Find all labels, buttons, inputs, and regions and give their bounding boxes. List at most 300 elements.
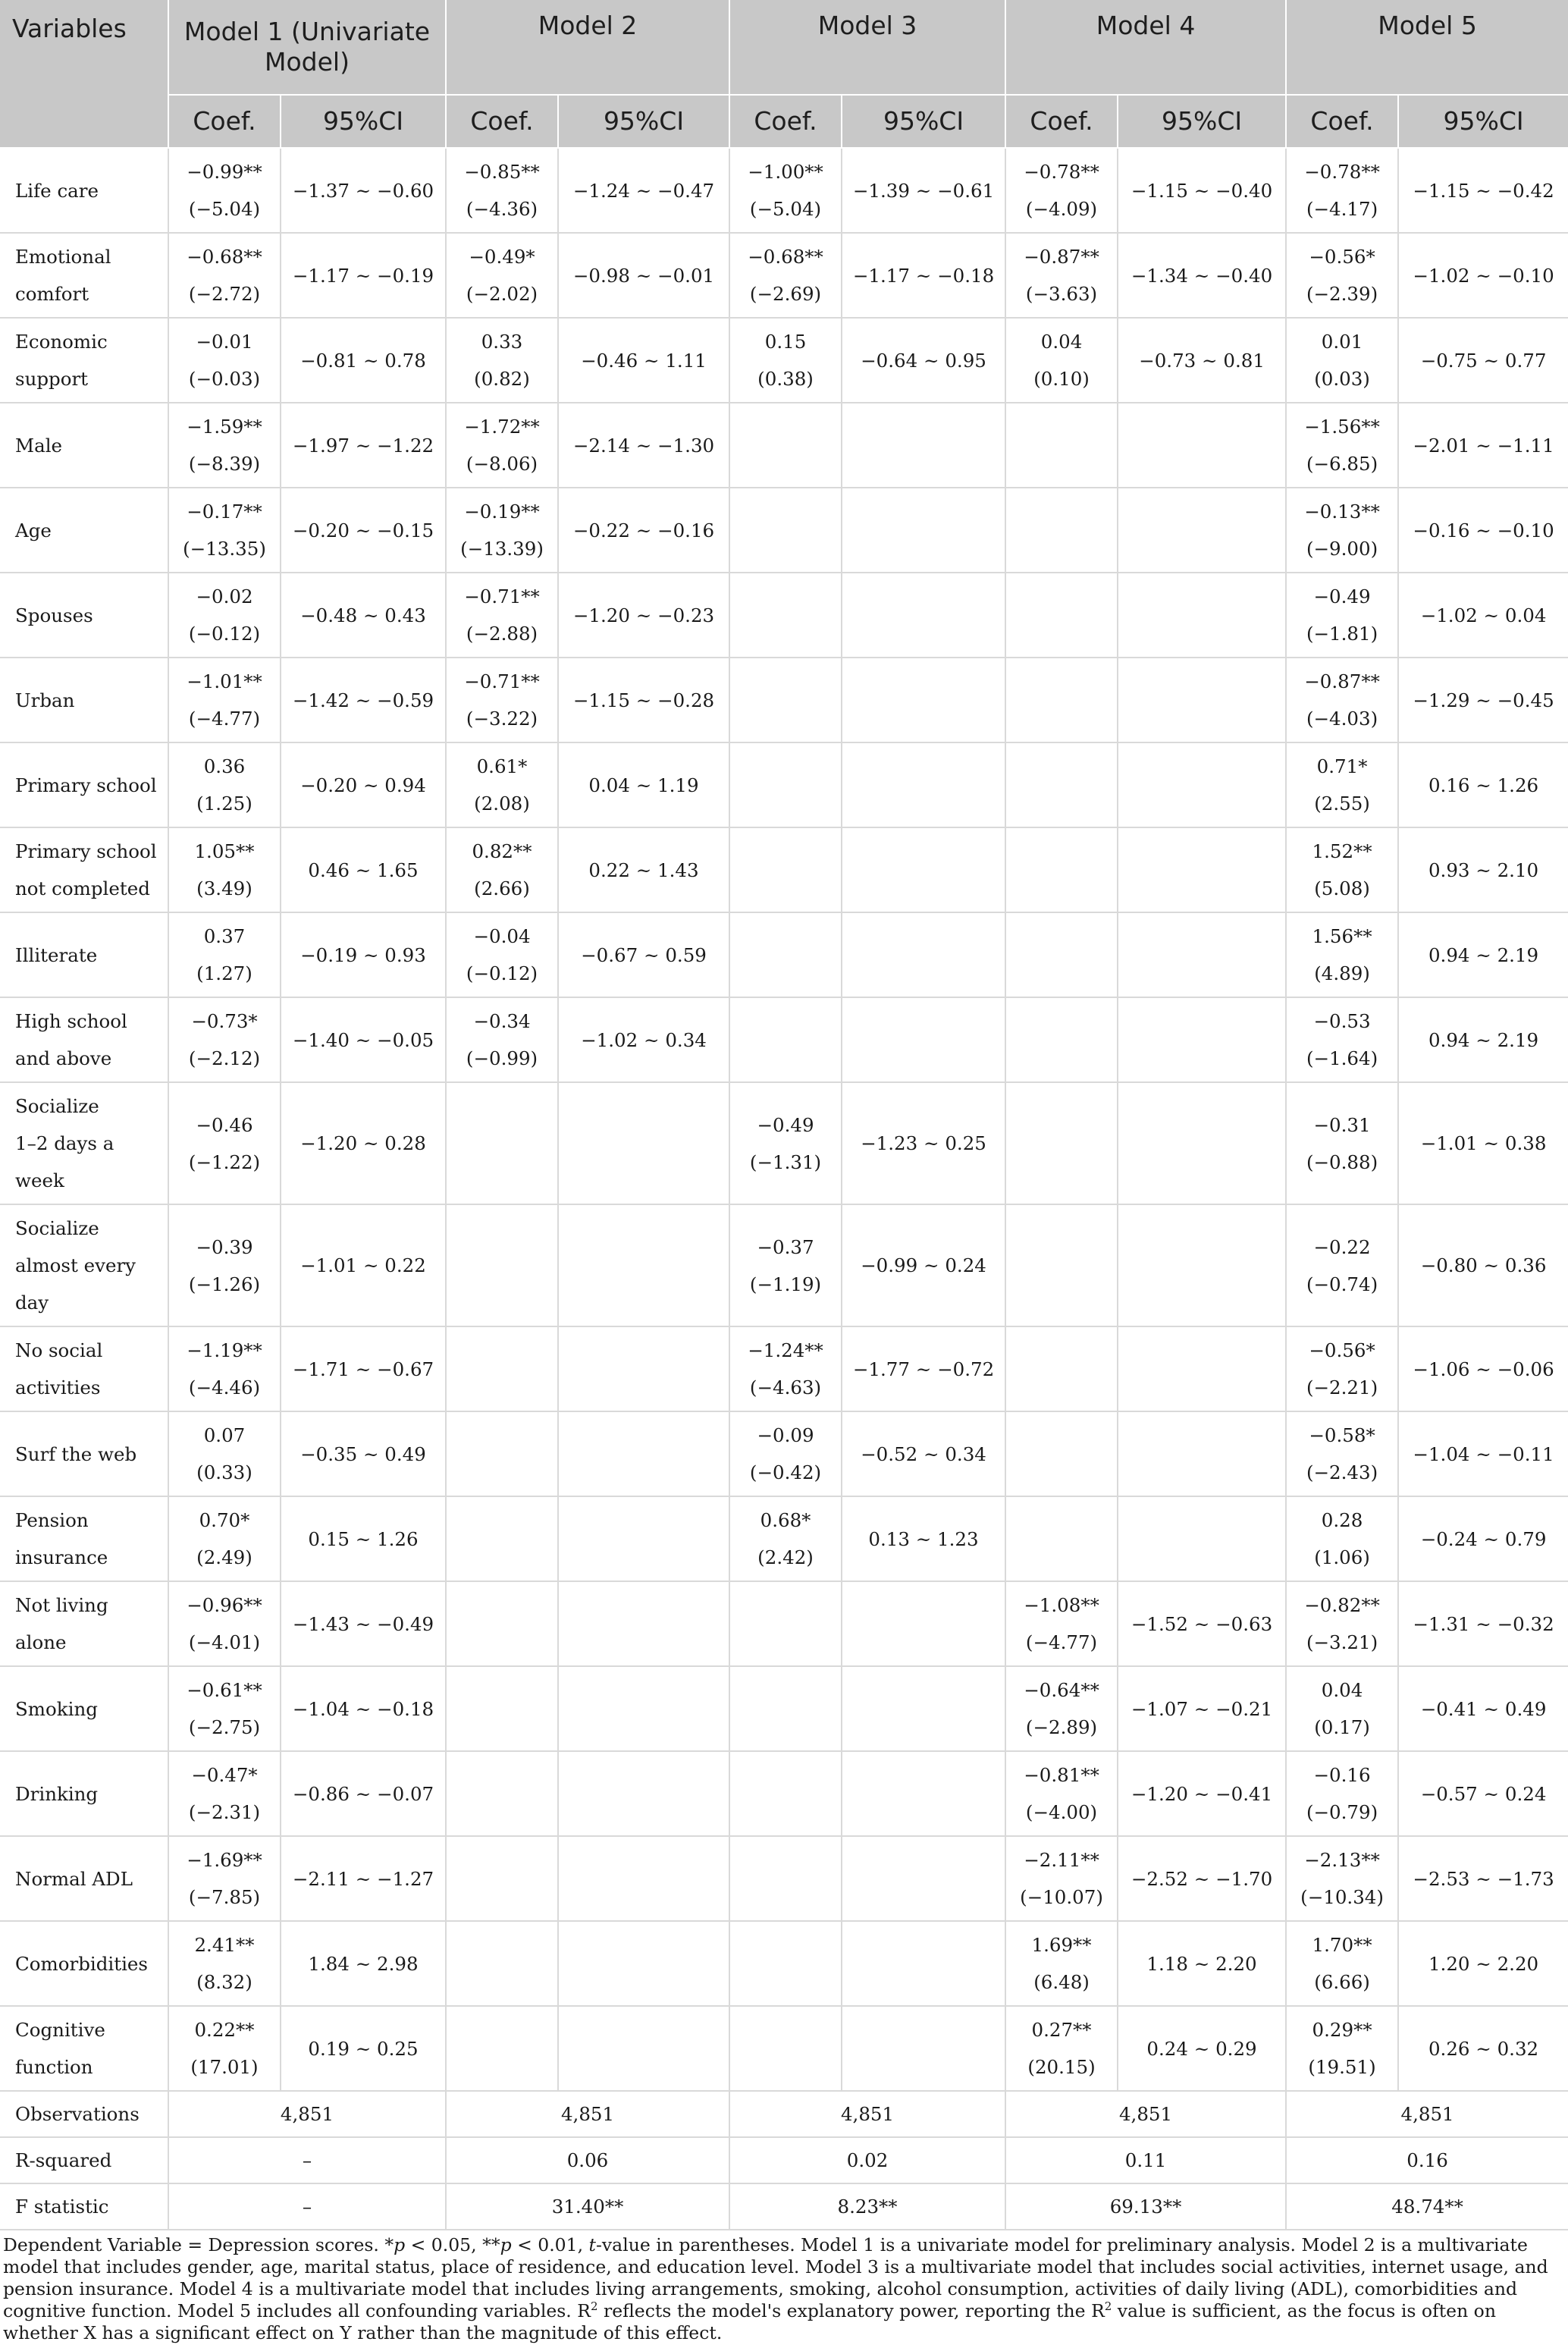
- ci-cell: [1118, 912, 1286, 997]
- t-value: (−0.03): [188, 368, 261, 390]
- table-row: [0, 912, 1568, 997]
- t-value: (6.66): [1314, 1971, 1370, 1993]
- ci-cell: −1.07 ~ −0.21: [1118, 1666, 1286, 1751]
- coef-cell: [1286, 488, 1398, 573]
- table-row: [0, 658, 1568, 742]
- variable-label-line: alone: [15, 1631, 67, 1653]
- t-value: (5.08): [1314, 877, 1370, 899]
- ci-cell: [842, 1751, 1005, 1836]
- variable-label: [0, 1411, 168, 1496]
- coef-cell: [729, 1496, 842, 1581]
- coef-value: 1.69**: [1031, 1934, 1092, 1956]
- coef-value: −0.01: [196, 331, 253, 353]
- coef-cell: [729, 997, 842, 1082]
- t-value: (−8.06): [466, 453, 538, 475]
- variable-label-line: Life care: [15, 179, 99, 202]
- t-value: (−4.01): [188, 1631, 261, 1653]
- variable-label: [0, 827, 168, 912]
- ci-cell: −1.24 ~ −0.47: [558, 148, 729, 233]
- variable-label-line: Surf the web: [15, 1442, 137, 1465]
- t-value: (−4.03): [1306, 708, 1378, 730]
- ci-cell: −1.52 ~ −0.63: [1118, 1581, 1286, 1666]
- ci-cell: −0.19 ~ 0.93: [281, 912, 446, 997]
- variable-label-line: Comorbidities: [15, 1952, 148, 1975]
- coef-cell: [168, 1411, 281, 1496]
- table-header: [0, 0, 1568, 148]
- ci-cell: −1.23 ~ 0.25: [842, 1082, 1005, 1204]
- coef-cell: [446, 233, 558, 318]
- t-value: (−13.39): [460, 538, 544, 560]
- ci-cell: −1.01 ~ 0.22: [281, 1204, 446, 1326]
- coef-value: −0.34: [473, 1010, 531, 1032]
- variable-label: [0, 742, 168, 827]
- coef-cell: [446, 1082, 558, 1204]
- summary-value: 8.23**: [729, 2183, 1005, 2230]
- ci-cell: [1118, 742, 1286, 827]
- coef-value: −1.19**: [187, 1339, 262, 1361]
- model-4-header: [1005, 0, 1286, 95]
- t-value: (−1.19): [749, 1273, 822, 1295]
- ci-cell: −0.16 ~ −0.10: [1398, 488, 1568, 573]
- t-value: (1.06): [1314, 1546, 1370, 1568]
- model-4-name: Model 4: [1096, 11, 1196, 40]
- ci-cell: 0.94 ~ 2.19: [1398, 912, 1568, 997]
- variable-label: [0, 1496, 168, 1581]
- ci-cell: 0.15 ~ 1.26: [281, 1496, 446, 1581]
- coef-value: −0.87**: [1024, 246, 1099, 268]
- coef-cell: [729, 912, 842, 997]
- variable-label: [0, 1326, 168, 1411]
- coef-value: −0.39: [196, 1235, 253, 1258]
- coef-value: 0.27**: [1031, 2019, 1092, 2041]
- variable-label-line: Economic: [15, 331, 108, 353]
- ci-cell: [1118, 1082, 1286, 1204]
- summary-value: 4,851: [1005, 2091, 1286, 2137]
- coef-cell: [1005, 1836, 1118, 1921]
- model-1-name: Model 1: [183, 17, 284, 46]
- t-value: (−4.77): [188, 708, 261, 730]
- ci-cell: −2.52 ~ −1.70: [1118, 1836, 1286, 1921]
- coef-cell: [446, 912, 558, 997]
- variable-label: [0, 403, 168, 488]
- coef-cell: [1005, 403, 1118, 488]
- coef-cell: [446, 148, 558, 233]
- variable-label-line: insurance: [15, 1546, 108, 1568]
- coef-cell: [729, 2006, 842, 2091]
- ci-cell: −0.75 ~ 0.77: [1398, 318, 1568, 403]
- ci-cell: [1118, 1411, 1286, 1496]
- coef-cell: [729, 1411, 842, 1496]
- summary-value: –: [168, 2183, 446, 2230]
- coef-value: −0.64**: [1024, 1679, 1099, 1701]
- t-value: (−5.04): [749, 198, 822, 220]
- ci-cell: −1.02 ~ 0.04: [1398, 573, 1568, 658]
- variable-label: [0, 2006, 168, 2091]
- coef-cell: [1286, 1496, 1398, 1581]
- table-row: [0, 1326, 1568, 1411]
- ci-cell: −1.06 ~ −0.06: [1398, 1326, 1568, 1411]
- footnote-line: variables. $R^2$ reflects the model's explanatory power, reporting the $R^2$ value is sufficient, as the focus is often on whether X has a significant effect on Y rather than the magnitude of this effect.: [3, 2299, 1496, 2343]
- coef-value: −1.69**: [187, 1849, 262, 1871]
- coef-value: −0.73*: [191, 1010, 258, 1032]
- table-row: [0, 1921, 1568, 2006]
- ci-cell: 0.46 ~ 1.65: [281, 827, 446, 912]
- t-value: (6.48): [1033, 1971, 1090, 1993]
- variable-label: [0, 997, 168, 1082]
- coef-cell: [446, 1666, 558, 1751]
- summary-value: 69.13**: [1005, 2183, 1286, 2230]
- coef-value: −0.68**: [187, 246, 262, 268]
- coef-cell: [168, 1666, 281, 1751]
- t-value: (0.03): [1314, 368, 1370, 390]
- ci-cell: −0.20 ~ −0.15: [281, 488, 446, 573]
- coef-cell: [1286, 2006, 1398, 2091]
- coef-cell: [1005, 2006, 1118, 2091]
- coef-value: −1.01**: [187, 670, 262, 692]
- variable-label-line: Spouses: [15, 604, 93, 626]
- coef-cell: [1005, 827, 1118, 912]
- ci-cell: 0.94 ~ 2.19: [1398, 997, 1568, 1082]
- coef-value: −0.53: [1313, 1010, 1371, 1032]
- ci-cell: −1.20 ~ 0.28: [281, 1082, 446, 1204]
- coef-cell: [1005, 1666, 1118, 1751]
- ci-cell: 1.84 ~ 2.98: [281, 1921, 446, 2006]
- summary-value: 0.16: [1286, 2137, 1568, 2183]
- table-body: [0, 148, 1568, 2230]
- coef-cell: [168, 403, 281, 488]
- ci-cell: 0.04 ~ 1.19: [558, 742, 729, 827]
- ci-header: 95%CI: [1398, 95, 1568, 148]
- coef-cell: [1286, 403, 1398, 488]
- summary-value: 48.74**: [1286, 2183, 1568, 2230]
- footnote-line: gender, age, marital status, place of residence, and education level. Model 3 is a multivariate model that includes social activities, internet usage, and pension insurance. Model 4 is a: [3, 2256, 1548, 2299]
- ci-header: 95%CI: [558, 95, 729, 148]
- t-value: (−10.34): [1300, 1886, 1384, 1908]
- coef-cell: [446, 1326, 558, 1411]
- table-row: [0, 997, 1568, 1082]
- summary-value: 0.06: [446, 2137, 729, 2183]
- ci-cell: −1.31 ~ −0.32: [1398, 1581, 1568, 1666]
- coef-cell: [1286, 912, 1398, 997]
- coef-cell: [1286, 233, 1398, 318]
- ci-cell: 0.22 ~ 1.43: [558, 827, 729, 912]
- coef-value: 0.68*: [760, 1509, 811, 1531]
- ci-cell: [1118, 488, 1286, 573]
- table-row: [0, 1666, 1568, 1751]
- coef-value: −0.87**: [1304, 670, 1380, 692]
- ci-cell: −1.02 ~ −0.10: [1398, 233, 1568, 318]
- coef-value: −0.37: [757, 1235, 814, 1258]
- ci-cell: 1.20 ~ 2.20: [1398, 1921, 1568, 2006]
- coef-cell: [729, 148, 842, 233]
- variable-label-line: Not living: [15, 1594, 108, 1616]
- ci-cell: −2.01 ~ −1.11: [1398, 403, 1568, 488]
- variable-label-line: comfort: [15, 283, 89, 305]
- footnote-line: Dependent Variable = Depression scores. *p < 0.05, **p < 0.01, t-value in parentheses. Model 1 is a univariate model for preliminary analysis. Model 2 is a multivariate model that includes: [3, 2234, 1528, 2277]
- coef-value: −0.68**: [748, 246, 823, 268]
- variable-label: [0, 1204, 168, 1326]
- variables-header: Variables: [0, 0, 168, 148]
- coef-cell: [1005, 1921, 1118, 2006]
- ci-cell: [558, 2006, 729, 2091]
- t-value: (1.27): [196, 962, 252, 984]
- ci-cell: −2.53 ~ −1.73: [1398, 1836, 1568, 1921]
- table-row: [0, 573, 1568, 658]
- coef-value: −0.17**: [187, 501, 262, 523]
- ci-cell: [558, 1921, 729, 2006]
- variable-label-line: day: [15, 1292, 49, 1314]
- ci-cell: [1118, 1204, 1286, 1326]
- coef-cell: [1005, 1751, 1118, 1836]
- coef-cell: [729, 1666, 842, 1751]
- variable-label-line: Emotional: [15, 246, 111, 268]
- coef-value: −0.71**: [464, 585, 540, 607]
- ci-cell: −0.24 ~ 0.79: [1398, 1496, 1568, 1581]
- coef-cell: [1005, 1581, 1118, 1666]
- variable-label: [0, 573, 168, 658]
- ci-cell: −1.17 ~ −0.19: [281, 233, 446, 318]
- coef-cell: [168, 742, 281, 827]
- t-value: (0.38): [757, 368, 814, 390]
- t-value: (3.49): [196, 877, 252, 899]
- coef-cell: [1005, 997, 1118, 1082]
- variable-label-line: Primary school: [15, 840, 157, 862]
- coef-cell: [446, 1204, 558, 1326]
- coef-cell: [168, 1082, 281, 1204]
- ci-cell: [1118, 1496, 1286, 1581]
- coef-value: −0.81**: [1024, 1764, 1099, 1786]
- coef-cell: [1286, 1836, 1398, 1921]
- variable-label-line: Drinking: [15, 1782, 99, 1805]
- t-value: (−4.17): [1306, 198, 1378, 220]
- coef-value: −0.46: [196, 1113, 253, 1136]
- coef-value: −0.82**: [1304, 1594, 1380, 1616]
- coef-value: 0.04: [1321, 1679, 1363, 1701]
- coef-cell: [1286, 1921, 1398, 2006]
- t-value: (−0.99): [466, 1047, 538, 1069]
- coef-value: 0.61*: [476, 755, 528, 777]
- ci-cell: [842, 827, 1005, 912]
- t-value: (−2.12): [188, 1047, 261, 1069]
- summary-value: –: [168, 2137, 446, 2183]
- coef-cell: [1005, 658, 1118, 742]
- coef-header: Coef.: [1005, 95, 1118, 148]
- model-1-header: [168, 0, 446, 95]
- table-row: [0, 1581, 1568, 1666]
- coef-value: 1.70**: [1312, 1934, 1372, 1956]
- ci-cell: −1.01 ~ 0.38: [1398, 1082, 1568, 1204]
- t-value: (−4.46): [188, 1376, 261, 1398]
- ci-cell: −0.35 ~ 0.49: [281, 1411, 446, 1496]
- coef-cell: [446, 997, 558, 1082]
- ci-cell: −1.04 ~ −0.11: [1398, 1411, 1568, 1496]
- table-row: [0, 827, 1568, 912]
- coef-value: −0.31: [1313, 1113, 1371, 1136]
- ci-cell: [558, 1836, 729, 1921]
- coef-cell: [446, 573, 558, 658]
- coef-value: 0.82**: [472, 840, 532, 862]
- ci-cell: [842, 2006, 1005, 2091]
- coef-value: −0.02: [196, 585, 253, 607]
- ci-cell: −0.20 ~ 0.94: [281, 742, 446, 827]
- coef-value: −0.22: [1313, 1235, 1371, 1258]
- coef-cell: [1005, 912, 1118, 997]
- coef-cell: [729, 1581, 842, 1666]
- variable-label-line: Urban: [15, 689, 75, 711]
- variable-label-line: Male: [15, 434, 63, 457]
- table-row: [0, 1496, 1568, 1581]
- t-value: (19.51): [1308, 2056, 1376, 2078]
- coef-cell: [168, 488, 281, 573]
- table-row: [0, 2006, 1568, 2091]
- coef-value: −0.56*: [1309, 246, 1375, 268]
- ci-header: 95%CI: [281, 95, 446, 148]
- coef-value: −0.56*: [1309, 1339, 1375, 1361]
- coef-cell: [168, 318, 281, 403]
- variable-label-line: almost every: [15, 1254, 136, 1276]
- coef-cell: [1286, 1204, 1398, 1326]
- coef-value: 1.52**: [1312, 840, 1372, 862]
- coef-cell: [1005, 1082, 1118, 1204]
- coef-cell: [1005, 1411, 1118, 1496]
- variable-label: [0, 658, 168, 742]
- summary-value: 31.40**: [446, 2183, 729, 2230]
- coef-cell: [446, 2006, 558, 2091]
- coef-value: 0.07: [203, 1424, 246, 1446]
- coef-cell: [168, 997, 281, 1082]
- ci-cell: −1.15 ~ −0.28: [558, 658, 729, 742]
- coef-cell: [1005, 488, 1118, 573]
- ci-cell: 0.13 ~ 1.23: [842, 1496, 1005, 1581]
- coef-cell: [168, 1836, 281, 1921]
- t-value: (−4.77): [1025, 1631, 1098, 1653]
- ci-header: 95%CI: [842, 95, 1005, 148]
- variable-label-line: Socialize: [15, 1095, 99, 1117]
- coef-cell: [1005, 233, 1118, 318]
- table-row: [0, 1836, 1568, 1921]
- t-value: (−0.42): [749, 1461, 822, 1483]
- t-value: (2.08): [474, 793, 530, 815]
- ci-cell: −0.80 ~ 0.36: [1398, 1204, 1568, 1326]
- coef-cell: [168, 148, 281, 233]
- ci-cell: −0.22 ~ −0.16: [558, 488, 729, 573]
- t-value: (−9.00): [1306, 538, 1378, 560]
- coef-cell: [168, 912, 281, 997]
- coef-cell: [1005, 742, 1118, 827]
- coef-cell: [168, 1204, 281, 1326]
- t-value: (−0.12): [466, 962, 538, 984]
- t-value: (20.15): [1027, 2056, 1096, 2078]
- summary-value: 0.02: [729, 2137, 1005, 2183]
- t-value: (4.89): [1314, 962, 1370, 984]
- variable-label: [0, 1082, 168, 1204]
- variable-label-line: week: [15, 1169, 64, 1191]
- t-value: (−2.69): [749, 283, 822, 305]
- coef-value: 0.36: [203, 755, 246, 777]
- t-value: (2.49): [196, 1546, 252, 1568]
- coef-value: 0.04: [1040, 331, 1083, 353]
- variable-label: [0, 148, 168, 233]
- coef-value: −0.19**: [464, 501, 540, 523]
- coef-cell: [446, 488, 558, 573]
- ci-cell: [842, 488, 1005, 573]
- t-value: (−0.88): [1306, 1150, 1378, 1173]
- t-value: (−2.02): [466, 283, 538, 305]
- coef-cell: [729, 573, 842, 658]
- coef-cell: [446, 658, 558, 742]
- coef-cell: [1286, 1581, 1398, 1666]
- variable-label-line: and above: [15, 1047, 112, 1069]
- variable-label: [0, 1666, 168, 1751]
- model-3-header: [729, 0, 1005, 95]
- coef-cell: [1286, 318, 1398, 403]
- variable-label: [0, 1921, 168, 2006]
- coef-cell: [729, 658, 842, 742]
- variable-label: [0, 488, 168, 573]
- coef-value: 0.29**: [1312, 2019, 1372, 2041]
- coef-value: −0.47*: [191, 1764, 258, 1786]
- ci-cell: [1118, 573, 1286, 658]
- ci-cell: [558, 1496, 729, 1581]
- t-value: (−1.26): [188, 1273, 261, 1295]
- coef-value: −0.71**: [464, 670, 540, 692]
- coef-cell: [729, 1921, 842, 2006]
- coef-header: Coef.: [168, 95, 281, 148]
- ci-cell: 0.24 ~ 0.29: [1118, 2006, 1286, 2091]
- coef-value: −1.24**: [748, 1339, 823, 1361]
- ci-cell: [842, 997, 1005, 1082]
- coef-value: −1.72**: [464, 416, 540, 438]
- summary-row: [0, 2183, 1568, 2230]
- table-row: [0, 233, 1568, 318]
- variable-label-line: not completed: [15, 877, 150, 899]
- coef-value: −0.99**: [187, 161, 262, 183]
- coef-cell: [729, 1204, 842, 1326]
- ci-cell: [1118, 997, 1286, 1082]
- summary-value: 4,851: [446, 2091, 729, 2137]
- variable-label-line: Pension: [15, 1509, 89, 1531]
- variable-label-line: Smoking: [15, 1697, 98, 1720]
- t-value: (−1.64): [1306, 1047, 1378, 1069]
- variable-label-line: support: [15, 368, 89, 390]
- coef-cell: [446, 1751, 558, 1836]
- ci-cell: [842, 403, 1005, 488]
- t-value: (−1.22): [188, 1150, 261, 1173]
- coef-cell: [729, 1836, 842, 1921]
- t-value: (−0.74): [1306, 1273, 1378, 1295]
- summary-label: Observations: [0, 2091, 168, 2137]
- variable-label: [0, 1581, 168, 1666]
- coef-value: 1.05**: [194, 840, 255, 862]
- ci-cell: −0.98 ~ −0.01: [558, 233, 729, 318]
- t-value: (−2.72): [188, 283, 261, 305]
- ci-cell: −0.46 ~ 1.11: [558, 318, 729, 403]
- ci-cell: 0.93 ~ 2.10: [1398, 827, 1568, 912]
- ci-cell: [558, 1082, 729, 1204]
- coef-value: 0.71*: [1316, 755, 1368, 777]
- ci-cell: −0.64 ~ 0.95: [842, 318, 1005, 403]
- coef-cell: [1286, 827, 1398, 912]
- variable-label-line: Primary school: [15, 774, 157, 796]
- coef-cell: [446, 827, 558, 912]
- coef-value: −2.13**: [1304, 1849, 1380, 1871]
- ci-cell: [842, 912, 1005, 997]
- coef-cell: [1005, 148, 1118, 233]
- table-row: [0, 1751, 1568, 1836]
- ci-cell: −1.43 ~ −0.49: [281, 1581, 446, 1666]
- ci-cell: [842, 1921, 1005, 2006]
- t-value: (−6.85): [1306, 453, 1378, 475]
